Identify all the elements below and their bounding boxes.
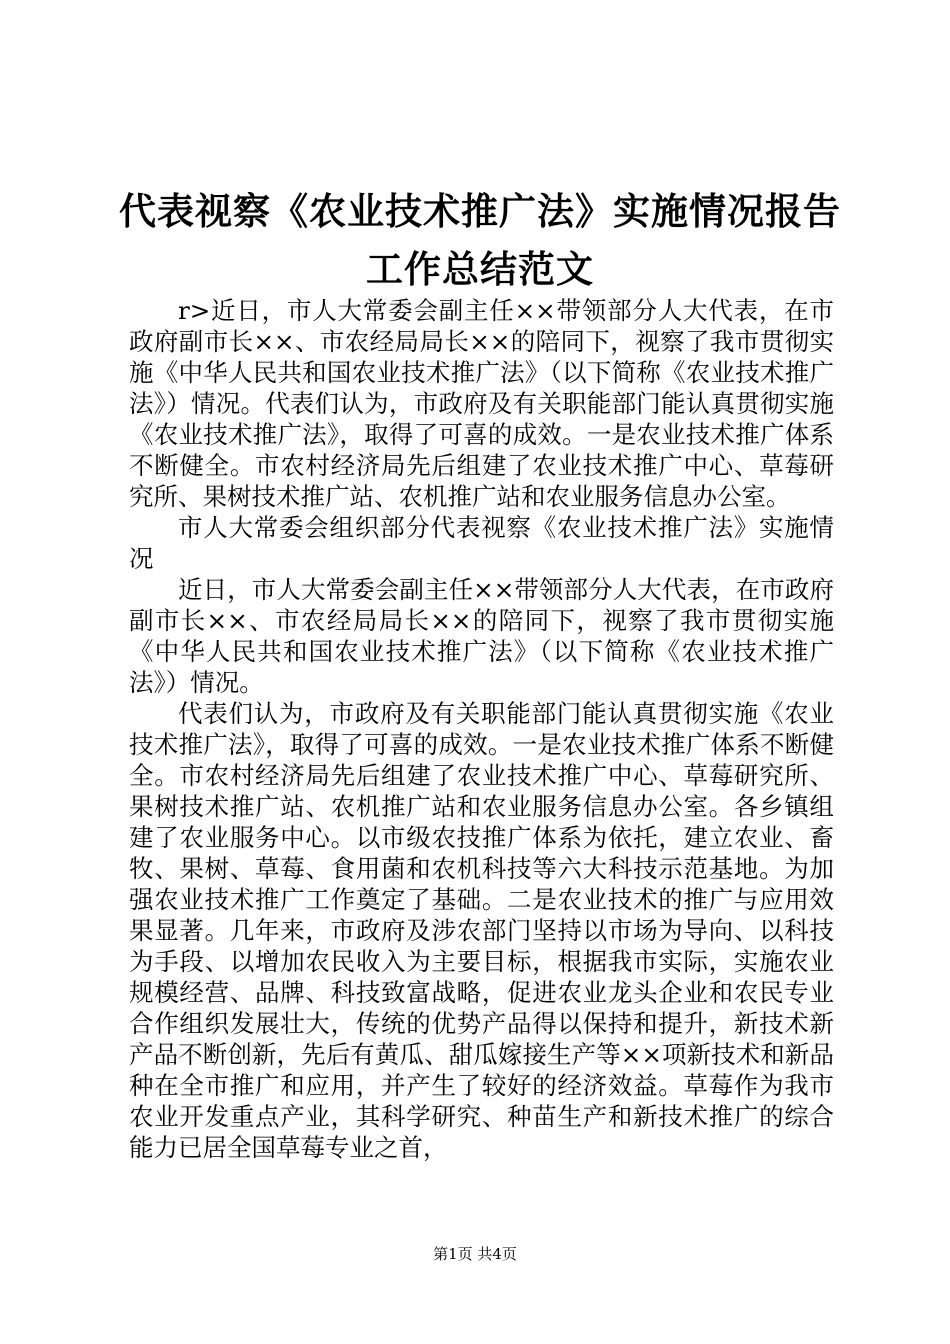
document-title: 代表视察《农业技术推广法》实施情况报告工作总结范文 bbox=[119, 189, 841, 291]
paragraph-2: 市人大常委会组织部分代表视察《农业技术推广法》实施情况 bbox=[129, 513, 834, 573]
paragraph-1: r>近日，市人大常委会副主任××带领部分人大代表，在市政府副市长××、市农经局局长××的陪同下，视察了我市贯彻实施《中华人民共和国农业技术推广法》（以下简称《农业技术推广法》）情况。代表们认为，市政府及有关职能部门能认真贯彻实施《农业技术推广法》，取得了可喜的成效。一是农业技术推广体系不断健全。市农村经济局先后组建了农业技术推广中心、草莓研究所、果树技术推广站、农机推广站和农业服务信息办公室。 bbox=[129, 296, 834, 511]
page-number-footer: 第1页 共4页 bbox=[433, 1245, 517, 1263]
paragraph-4: 代表们认为，市政府及有关职能部门能认真贯彻实施《农业技术推广法》，取得了可喜的成效。一是农业技术推广体系不断健全。市农村经济局先后组建了农业技术推广中心、草莓研究所、果树技术推广站、农机推广站和农业服务信息办公室。各乡镇组建了农业服务中心。以市级农技推广体系为依托，建立农业、畜牧、果树、草莓、食用菌和农机科技等六大科技示范基地。为加强农业技术推广工作奠定了基础。二是农业技术的推广与应用效果显著。几年来，市政府及涉农部门坚持以市场为导向、以科技为手段、以增加农民收入为主要目标，根据我市实际，实施农业规模经营、品牌、科技致富战略，促进农业龙头企业和农民专业合作组织发展壮大，传统的优势产品得以保持和提升，新技术新产品不断创新，先后有黄瓜、甜瓜嫁接生产等××项新技术和新品种在全市推广和应用，并产生了较好的经济效益。草莓作为我市农业开发重点产业，其科学研究、种苗生产和新技术推广的综合能力已居全国草莓专业之首， bbox=[129, 699, 834, 1162]
paragraph-3: 近日，市人大常委会副主任××带领部分人大代表，在市政府副市长××、市农经局局长××的陪同下，视察了我市贯彻实施《中华人民共和国农业技术推广法》（以下简称《农业技术推广法》）情况。 bbox=[129, 575, 834, 697]
document-body bbox=[129, 295, 834, 1163]
